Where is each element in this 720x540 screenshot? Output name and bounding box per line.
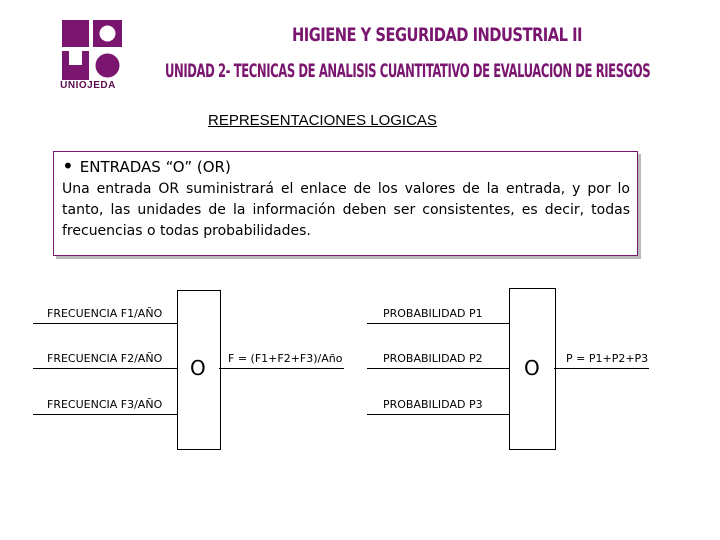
section-heading: REPRESENTACIONES LOGICAS [208,112,437,129]
left-gate-label: O [190,356,206,380]
bullet-heading [62,154,231,178]
right-input-label-2: PROBABILIDAD P2 [383,352,483,365]
right-input-line-1 [367,323,510,324]
left-input-label-3: FRECUENCIA F3/AÑO [47,398,163,411]
right-input-label-3: PROBABILIDAD P3 [383,398,483,411]
logo-text: UNIOJEDA [60,80,116,91]
left-input-line-3 [33,414,178,415]
bullet-title: ENTRADAS “O” (OR) [79,158,231,176]
course-title: HIGIENE Y SEGURIDAD INDUSTRIAL II [292,24,582,46]
left-input-line-2 [33,368,178,369]
left-output-line [219,368,344,369]
uniojeda-logo [62,20,122,80]
bullet-icon: • [62,154,74,178]
right-input-line-2 [367,368,510,369]
left-input-line-1 [33,323,178,324]
unit-title: UNIDAD 2- TECNICAS DE ANALISIS CUANTITATIVO DE EVALUACION DE RIESGOS [165,60,651,82]
box-paragraph: Una entrada OR suministrará el enlace de los valores de la entrada, y por lo tanto, las unidades de la información deben ser consistentes, es decir, todas frecuencias o todas probabilidades. [62,181,630,239]
right-output-line [554,368,649,369]
right-gate-label: O [524,356,540,380]
left-input-label-1: FRECUENCIA F1/AÑO [47,307,163,320]
left-output-label: F = (F1+F2+F3)/Año [228,352,343,365]
left-input-label-2: FRECUENCIA F2/AÑO [47,352,163,365]
right-input-line-3 [367,414,510,415]
right-input-label-1: PROBABILIDAD P1 [383,307,483,320]
or-entry-box [53,151,638,256]
right-output-label: P = P1+P2+P3 [566,352,649,365]
